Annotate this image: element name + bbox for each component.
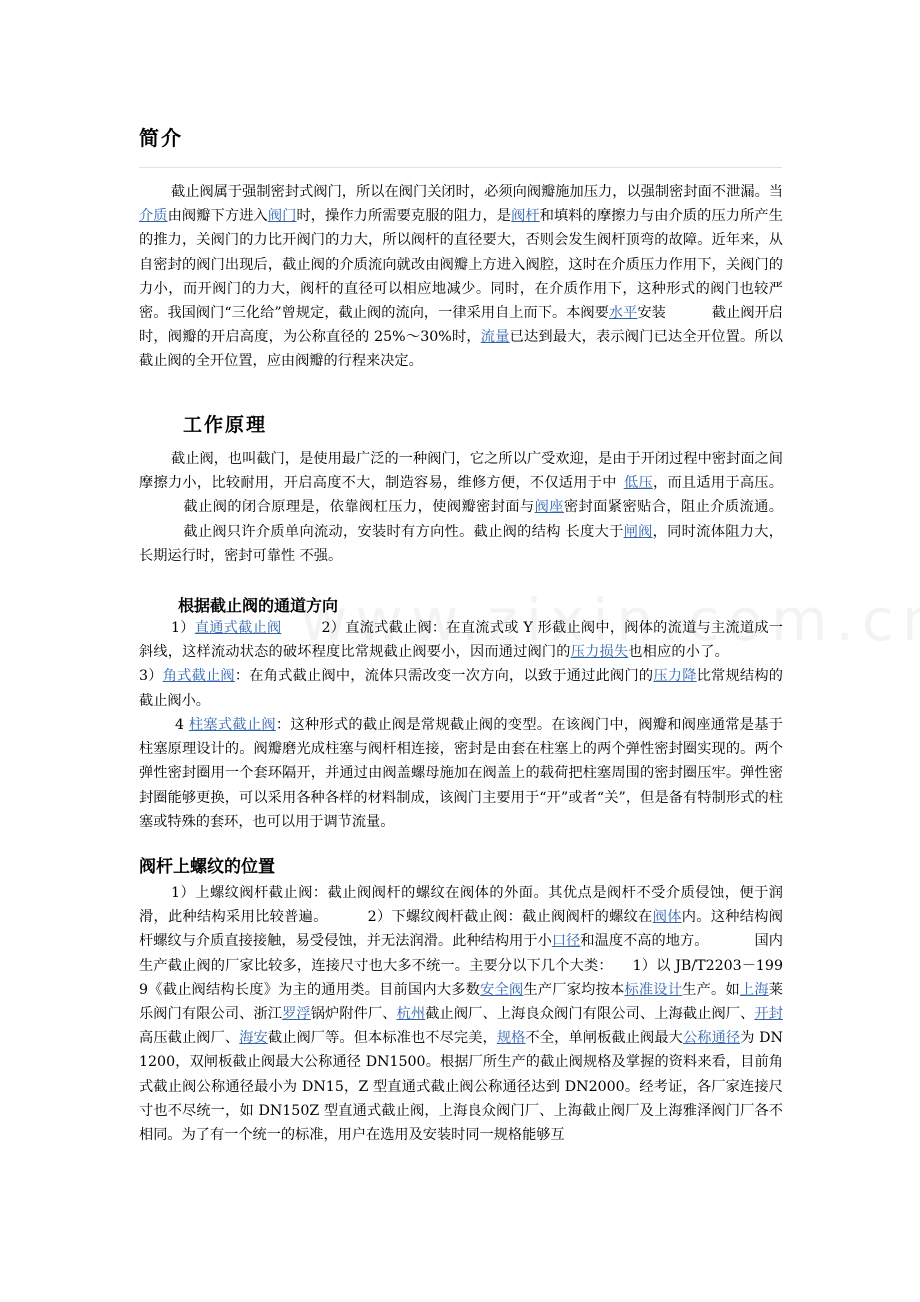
text: 1）上螺纹阀杆截止阀：截止阀阀杆的螺纹在阀体的外面。其优点是阀杆不受介质侵蚀，便于润滑，此种结构采用比较普遍。 bbox=[139, 885, 783, 926]
link-luofu[interactable]: 罗浮 bbox=[282, 1006, 311, 1023]
text: 3） bbox=[139, 668, 163, 685]
text: 也相应的小了。 bbox=[628, 644, 729, 661]
text: 不全，单闸板截止阀最大 bbox=[525, 1030, 683, 1047]
link-medium[interactable]: 介质 bbox=[139, 208, 168, 225]
link-safety-valve[interactable]: 安全阀 bbox=[480, 981, 524, 998]
heading-divider bbox=[139, 167, 782, 168]
link-horizontal[interactable]: 水平 bbox=[608, 305, 638, 322]
text: 2）直流式截止阀：在直流式或 Y 形截止阀中，阀体的流道与主流道成一斜线，这样流动状态的破坏程度比常规截止阀要小，因而通过阀门的 bbox=[139, 620, 783, 661]
text: 为 DN1200，双闸板截止阀最大公称通径 DN1500。根据厂所生产的截止阀规格及掌握的资料来看，目前角式截止阀公称通径最小为 DN15，Z 型直通式截止阀公称通径达到 DN2000。经考证，各厂家连接尺寸也不尽统一，如 DN150Z 型直通式截止阀，上海良众阀门厂、上海截止阀厂及上海雅泽阀门厂各不相同。为了有一个统一的标准，用户在选用及安装时同一规格能够互 bbox=[139, 1030, 783, 1144]
link-haian[interactable]: 海安 bbox=[239, 1030, 268, 1047]
text: 生产厂家均按本 bbox=[523, 981, 625, 998]
text: 密封面紧密贴合，阻止介质流通。 bbox=[563, 499, 783, 516]
text: ：在角式截止阀中，流体只需改变一次方向，以致于通过此阀门的 bbox=[234, 668, 654, 685]
text: 截止阀厂、上海良众阀门有限公司、上海截止阀厂、 bbox=[425, 1006, 755, 1023]
link-pressure-drop[interactable]: 压力降 bbox=[653, 668, 697, 685]
link-valve-stem[interactable]: 阀杆 bbox=[511, 208, 540, 225]
paragraph-channel-types bbox=[139, 616, 783, 713]
link-flow[interactable]: 流量 bbox=[480, 329, 510, 346]
text: 截止阀的闭合原理是，依靠阀杠压力，使阀瓣密封面与 bbox=[183, 499, 535, 516]
text: 比常规结构的截止阀小。 bbox=[139, 668, 783, 709]
heading-channel-direction: 根据截止阀的通道方向 bbox=[178, 596, 339, 615]
text: 和填料的摩擦力与由介质的压力所产生的推力，关阀门的力比开阀门的力大，所以阀杆的直径要大，否则会发生阀杆顶弯的故障。近年来，从自密封的阀门出现后，截止阀的介质流向就改由阀瓣上方进入阀腔，这时在介质压力作用下，关阀门的力小，而开阀门的力大，阀杆的直径可以相应地减少。同时，在介质作用下，这种形式的阀门也较严密。我国阀门“三化给”曾规定，截止阀的流向，一律采用自上而下。本阀要 bbox=[139, 208, 783, 322]
paragraph-principle bbox=[139, 447, 783, 568]
link-low-pressure[interactable]: 低压 bbox=[623, 475, 653, 492]
link-standard-design[interactable]: 标准设计 bbox=[624, 981, 683, 998]
text: 截止阀只许介质单向流动，安装时有方向性。截止阀的结构 长度大于 bbox=[183, 523, 624, 540]
text: 截止阀开启时，阀瓣的开启高度，为公称直径的 25%～30%时， bbox=[139, 305, 783, 346]
text: 1）以 JB/T2203－1999《截止阀结构长度》为主的通用类。目前国内大多数 bbox=[139, 957, 783, 998]
text: 由阀瓣下方进入 bbox=[167, 208, 268, 225]
link-hangzhou[interactable]: 杭州 bbox=[396, 1006, 426, 1023]
text: 截止阀，也叫截门，是使用最广泛的一种阀门，它之所以广受欢迎，是由于开闭过程中密封面之间摩擦力小，比较耐用，开启高度不大，制造容易，维修方便，不仅适用于中 bbox=[139, 451, 783, 492]
heading-intro: 简介 bbox=[139, 126, 183, 150]
link-kaifeng[interactable]: 开封 bbox=[754, 1006, 783, 1023]
text: 时，操作力所需要克服的阻力，是 bbox=[296, 208, 512, 225]
paragraph-intro bbox=[139, 180, 783, 374]
text: 高压截止阀厂、 bbox=[139, 1030, 240, 1047]
text: 4 bbox=[175, 717, 189, 733]
paragraph-thread-position bbox=[139, 881, 783, 1147]
text: 锅炉附件厂、 bbox=[310, 1006, 397, 1023]
link-angle-globe-valve[interactable]: 角式截止阀 bbox=[162, 668, 235, 685]
text: ：这种形式的截止阀是常规截止阀的变型。在该阀门中，阀瓣和阀座通常是基于柱塞原理设计的。阀瓣磨光成柱塞与阀杆相连接，密封是由套在柱塞上的两个弹性密封圈实现的。两个弹性密封圈用一个套环隔开，并通过由阀盖螺母施加在阀盖上的载荷把柱塞周围的密封圈压牢。弹性密封圈能够更换，可以采用各种各样的材料制成，该阀门主要用于“开”或者“关”，但是备有特制形式的柱塞或特殊的套环，也可以用于调节流量。 bbox=[139, 717, 783, 830]
link-specification[interactable]: 规格 bbox=[496, 1030, 526, 1047]
text: 截止阀属于强制密封式阀门，所以在阀门关闭时，必须向阀瓣施加压力，以强制密封面不泄漏。当 bbox=[171, 184, 783, 200]
link-nominal-diameter[interactable]: 公称通径 bbox=[682, 1030, 741, 1047]
link-shanghai[interactable]: 上海 bbox=[739, 981, 769, 998]
heading-thread-position: 阀杆上螺纹的位置 bbox=[139, 857, 275, 877]
heading-principle: 工作原理 bbox=[183, 414, 268, 436]
text: 2）下螺纹阀杆截止阀：截止阀阀杆的螺纹在 bbox=[367, 909, 653, 926]
text: 已达到最大，表示阀门已达全开位置。所以截止阀的全开位置，应由阀瓣的行程来决定。 bbox=[139, 329, 783, 370]
link-pressure-loss[interactable]: 压力损失 bbox=[570, 644, 629, 661]
paragraph-plunger-valve bbox=[139, 713, 783, 834]
link-plunger-globe-valve[interactable]: 柱塞式截止阀 bbox=[188, 717, 276, 733]
link-caliber[interactable]: 口径 bbox=[551, 933, 581, 950]
link-valve-seat[interactable]: 阀座 bbox=[534, 499, 564, 516]
link-valve-body[interactable]: 阀体 bbox=[652, 909, 682, 926]
text: 1） bbox=[171, 620, 195, 636]
link-gate-valve[interactable]: 闸阀 bbox=[623, 523, 653, 540]
link-straight-globe-valve[interactable]: 直通式截止阀 bbox=[194, 620, 282, 636]
text: 和温度不高的地方。 bbox=[580, 933, 709, 950]
text: 截止阀厂等。但本标准也不尽完美， bbox=[267, 1030, 497, 1047]
text: 内。这种结构阀杆螺纹与介质直接接触，易受侵蚀，并无法润滑。此种结构用于小 bbox=[139, 909, 783, 950]
text: 安装 bbox=[637, 305, 666, 322]
text: 国内生产截止阀的厂家比较多，连接尺寸也大多不统一。主要分以下几个大类： bbox=[139, 933, 783, 974]
text: 生产。如 bbox=[682, 981, 740, 998]
text: 莱乐阀门有限公司、浙江 bbox=[139, 981, 783, 1023]
text: ，而且适用于高压。 bbox=[652, 475, 783, 492]
link-valve[interactable]: 阀门 bbox=[267, 208, 297, 225]
text: ，同时流体阻力大，长期运行时，密封可靠性 不强。 bbox=[139, 523, 783, 564]
